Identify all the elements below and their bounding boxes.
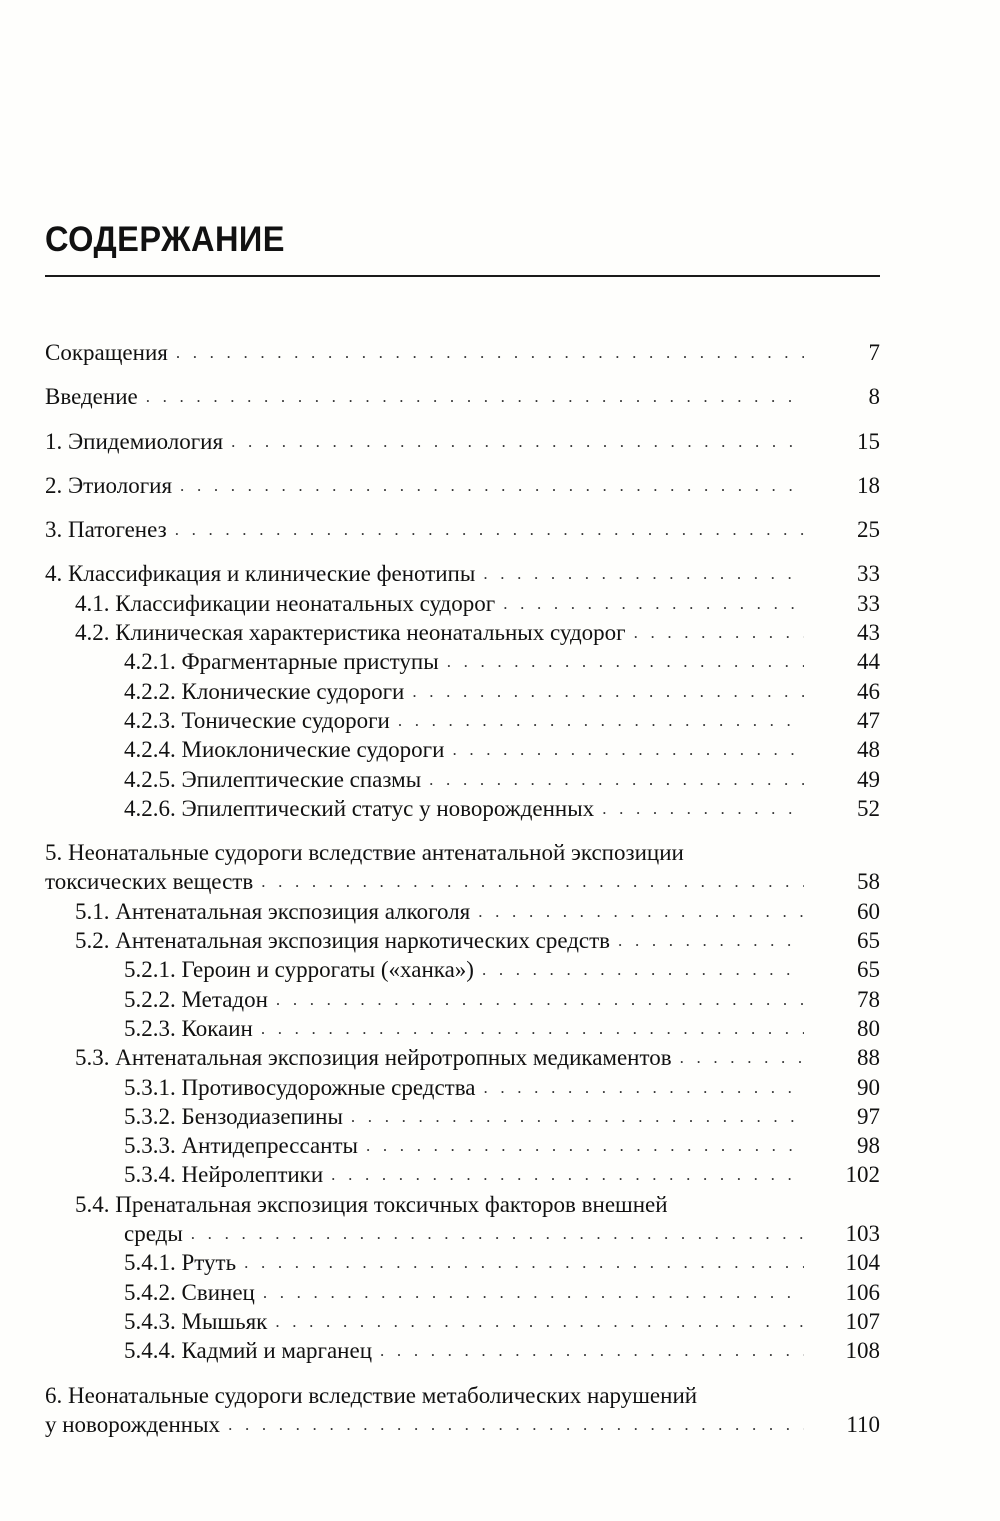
toc-leader [180, 471, 804, 500]
toc-leader [618, 926, 804, 955]
toc-leader [191, 1219, 804, 1248]
toc-entry[interactable] [45, 427, 880, 456]
toc-entry[interactable] [45, 1160, 880, 1189]
toc-entry-title: 5.4.4. Кадмий и марганец [124, 1338, 373, 1364]
toc-entry[interactable] [45, 1410, 880, 1439]
toc-entry-title-line1[interactable]: 6. Неонатальные судороги вследствие метаболических нарушений [45, 1382, 698, 1408]
toc-entry[interactable] [45, 1219, 880, 1248]
toc-leader [261, 1014, 804, 1043]
toc-entry[interactable] [45, 1131, 880, 1160]
toc-entry-page: 90 [857, 1074, 880, 1100]
toc-entry-title: 5.4.3. Мышьяк [124, 1308, 268, 1334]
toc-entry-title: 1. Эпидемиология [45, 428, 224, 454]
toc-entry-page: 65 [857, 928, 880, 954]
toc-entry-title: 3. Патогенез [45, 517, 167, 543]
toc-entry-page: 104 [845, 1250, 880, 1276]
toc-leader [380, 1336, 804, 1365]
toc-entry[interactable] [45, 1073, 880, 1102]
toc-entry-page: 108 [845, 1338, 880, 1364]
toc-entry-page: 103 [845, 1221, 880, 1247]
toc-entry-title: 5.2.1. Героин и суррогаты («ханка») [124, 957, 474, 983]
toc-leader [231, 427, 804, 456]
toc-leader [634, 618, 804, 647]
toc-entry-page: 65 [857, 957, 880, 983]
toc-entry[interactable] [45, 1336, 880, 1365]
toc-entry[interactable] [45, 471, 880, 500]
toc-entry-page: 43 [857, 620, 880, 646]
toc-entry-title: 5.2.3. Кокаин [124, 1015, 253, 1041]
toc-leader [276, 985, 804, 1014]
toc-entry[interactable] [45, 794, 880, 823]
toc-entry[interactable] [45, 955, 880, 984]
toc-entry[interactable] [45, 765, 880, 794]
toc-entry-title: 4.2.2. Клонические судороги [124, 678, 405, 704]
toc-leader [176, 338, 804, 367]
toc-leader [331, 1160, 804, 1189]
toc-leader [482, 955, 804, 984]
toc-entry[interactable] [45, 589, 880, 618]
toc-entry-page: 48 [857, 737, 880, 763]
toc-leader [275, 1307, 804, 1336]
toc-entry-page: 15 [857, 428, 880, 454]
toc-entry-title: 4.2.5. Эпилептические спазмы [124, 766, 422, 792]
toc-entry-title: 5.4.1. Ртуть [124, 1250, 237, 1276]
toc-leader [244, 1248, 804, 1277]
toc-entry[interactable] [45, 382, 880, 411]
toc-entry[interactable] [45, 1307, 880, 1336]
toc-entry-title: 5.1. Антенатальная экспозиция алкоголя [75, 898, 471, 924]
toc-entry[interactable] [45, 677, 880, 706]
page-title: СОДЕРЖАНИЕ [45, 220, 285, 259]
toc-entry[interactable] [45, 1043, 880, 1072]
toc-entry-title: 5.2.2. Метадон [124, 986, 268, 1012]
toc-entry[interactable] [45, 867, 880, 896]
toc-entry-page: 110 [846, 1411, 880, 1437]
toc-entry-title: Введение [45, 384, 138, 410]
toc-entry[interactable] [45, 926, 880, 955]
toc-leader [503, 589, 804, 618]
toc-entry-page: 88 [857, 1045, 880, 1071]
toc-entry[interactable] [45, 1278, 880, 1307]
toc-leader [680, 1043, 804, 1072]
toc-entry[interactable] [45, 1014, 880, 1043]
toc-leader [483, 1073, 804, 1102]
table-of-contents [45, 338, 880, 1439]
toc-entry-page: 107 [845, 1308, 880, 1334]
toc-leader [602, 794, 804, 823]
toc-entry-page: 106 [845, 1279, 880, 1305]
toc-entry-title-line1[interactable]: 5.4. Пренатальная экспозиция токсичных факторов внешней [75, 1191, 668, 1217]
toc-entry[interactable] [45, 1102, 880, 1131]
toc-leader [146, 382, 804, 411]
toc-leader [447, 647, 804, 676]
toc-entry-title: 4.1. Классификации неонатальных судорог [75, 590, 496, 616]
toc-entry-title: токсических веществ [45, 869, 254, 895]
toc-entry[interactable] [45, 338, 880, 367]
toc-entry-page: 60 [857, 898, 880, 924]
toc-entry-page: 49 [857, 766, 880, 792]
toc-entry[interactable] [45, 1248, 880, 1277]
toc-entry-title-line1[interactable]: 5. Неонатальные судороги вследствие антенатальной экспозиции [45, 840, 684, 866]
toc-entry-title: 5.2. Антенатальная экспозиция наркотических средств [75, 928, 611, 954]
toc-entry-title: 5.3.1. Противосудорожные средства [124, 1074, 476, 1100]
toc-leader [398, 706, 804, 735]
toc-entry-page: 25 [857, 517, 880, 543]
toc-leader [263, 1278, 804, 1307]
toc-leader [478, 897, 804, 926]
toc-entry-title: 4.2.1. Фрагментарные приступы [124, 649, 439, 675]
toc-entry-page: 8 [868, 384, 880, 410]
toc-leader [175, 515, 804, 544]
toc-entry-page: 98 [857, 1133, 880, 1159]
toc-entry-title: 5.3.2. Бензодиазепины [124, 1103, 343, 1129]
toc-entry[interactable] [45, 618, 880, 647]
toc-entry[interactable] [45, 515, 880, 544]
toc-leader [429, 765, 804, 794]
title-divider [45, 275, 880, 277]
toc-entry-page: 7 [868, 340, 880, 365]
toc-entry-title: 4.2.3. Тонические судороги [124, 707, 390, 733]
toc-entry[interactable] [45, 897, 880, 926]
toc-entry-title: 4. Классификация и клинические фенотипы [45, 561, 476, 587]
toc-entry-page: 52 [857, 795, 880, 821]
toc-entry-page: 18 [857, 472, 880, 498]
toc-entry-title: Сокращения [45, 340, 168, 365]
toc-entry-page: 44 [857, 649, 880, 675]
toc-entry-title: 4.2. Клиническая характеристика неонатальных судорог [75, 620, 626, 646]
toc-entry-page: 47 [857, 707, 880, 733]
toc-entry-page: 102 [845, 1162, 880, 1188]
toc-entry[interactable] [45, 735, 880, 764]
toc-entry[interactable] [45, 706, 880, 735]
toc-entry-title: 2. Этиология [45, 472, 173, 498]
toc-entry-title: 5.3. Антенатальная экспозиция нейротропных медикаментов [75, 1045, 672, 1071]
toc-leader [412, 677, 804, 706]
toc-entry-title: среды [124, 1221, 183, 1247]
toc-entry-title: 5.3.4. Нейролептики [124, 1162, 324, 1188]
toc-entry-title: 4.2.4. Миоклонические судороги [124, 737, 445, 763]
toc-entry-title: 4.2.6. Эпилептический статус у новорожденных [124, 795, 595, 821]
toc-leader [452, 735, 804, 764]
toc-entry-page: 33 [857, 590, 880, 616]
toc-leader [228, 1410, 804, 1439]
toc-leader [261, 867, 804, 896]
toc-leader [351, 1102, 804, 1131]
toc-entry[interactable] [45, 559, 880, 588]
toc-entry-title: у новорожденных [45, 1411, 221, 1437]
toc-entry-page: 58 [857, 869, 880, 895]
toc-entry[interactable] [45, 985, 880, 1014]
toc-entry-page: 46 [857, 678, 880, 704]
toc-entry[interactable] [45, 647, 880, 676]
toc-entry-page: 80 [857, 1015, 880, 1041]
toc-entry-title: 5.3.3. Антидепрессанты [124, 1133, 358, 1159]
toc-entry-page: 78 [857, 986, 880, 1012]
toc-entry-page: 97 [857, 1103, 880, 1129]
toc-entry-title: 5.4.2. Свинец [124, 1279, 255, 1305]
toc-leader [483, 559, 804, 588]
toc-leader [366, 1131, 804, 1160]
toc-entry-page: 33 [857, 561, 880, 587]
